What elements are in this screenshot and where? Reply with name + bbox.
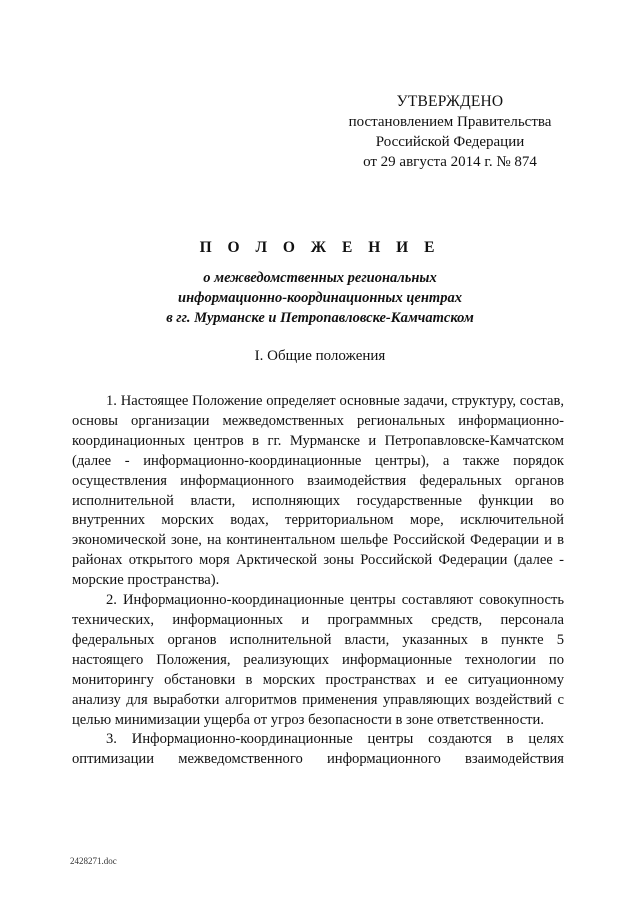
document-subtitle-line-3: в гг. Мурманске и Петропавловске-Камчатском — [166, 310, 474, 326]
approval-title: УТВЕРЖДЕНО — [396, 93, 504, 110]
document-title: П О Л О Ж Е Н И Е — [199, 239, 441, 256]
document-subtitle-line-1: о межведомственных региональных — [203, 270, 437, 286]
document-subtitle-line-2: информационно-координационных центрах — [178, 290, 462, 306]
footer-document-code: 2428271.doc — [70, 856, 117, 866]
body-text — [72, 392, 564, 770]
title-block — [60, 238, 580, 328]
approval-line-1: постановлением Правительства — [348, 114, 552, 130]
approval-stamp — [330, 92, 570, 172]
paragraph-3: 3. Информационно-координационные центры создаются в целях оптимизации межведомственного информационного взаимодействия — [72, 731, 564, 768]
approval-line-2: Российской Федерации — [375, 134, 525, 150]
approval-line-3: от 29 августа 2014 г. № 874 — [363, 154, 537, 170]
paragraph-1: 1. Настоящее Положение определяет основные задачи, структуру, состав, основы организации межведомственных региональных информационно-координационных центров в гг. Мурманске и Петропавловске-Камчатском (далее - информационно-координационные центры), а также порядок осуществления информационного взаимодействия федеральных органов исполнительной власти, исполняющих государственные функции во внутренних морских водах, территориальном море, исключительной экономической зоне, на континентальном шельфе Российской Федерации и в районах открытого моря Арктической зоны Российской Федерации (далее - морские пространства). — [72, 393, 564, 589]
section-heading: I. Общие положения — [254, 348, 386, 364]
paragraph-2: 2. Информационно-координационные центры составляют совокупность технических, информационных и программных средств, персонала федеральных органов исполнительной власти, указанных в пункте 5 настоящего Положения, реализующих информационные технологии по мониторингу обстановки в морских пространствах и ее ситуационному анализу для выработки алгоритмов применения управляющих воздействий с целью минимизации ущерба от угроз безопасности в зоне ответственности. — [72, 592, 564, 728]
